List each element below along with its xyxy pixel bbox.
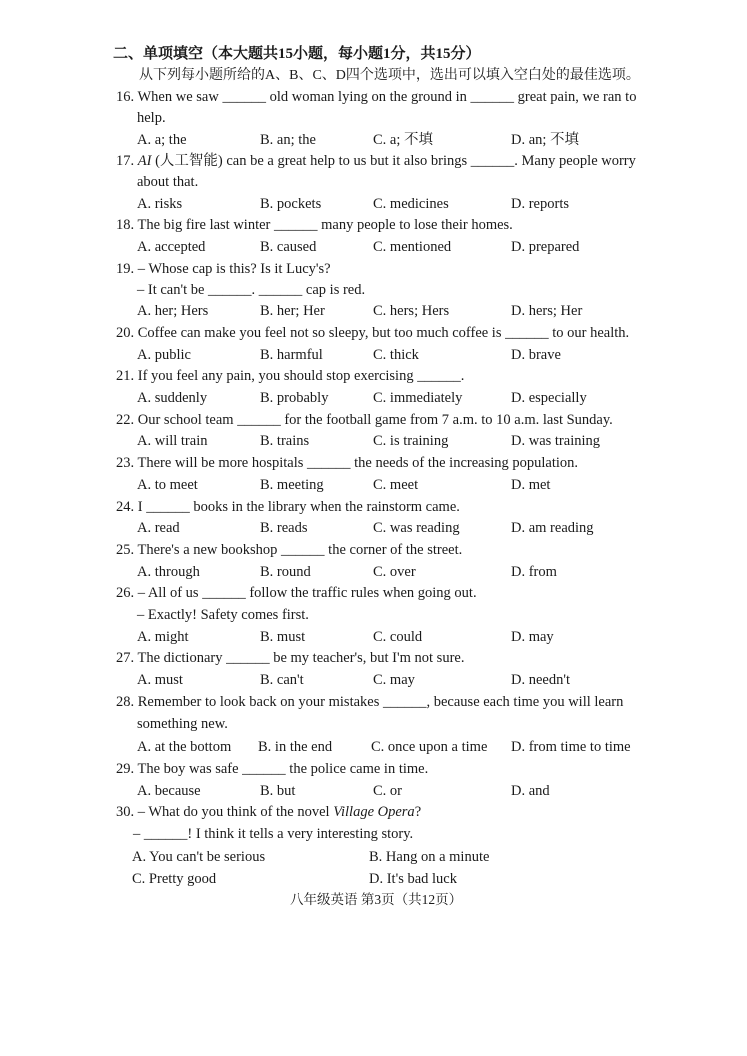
option-c[interactable]: C. a; 不填 (373, 132, 434, 148)
question-20 (116, 323, 629, 343)
question-number: 19. (116, 261, 135, 277)
section-instruction: 从下列每小题所给的A、B、C、D四个选项中，选出可以填入空白处的最佳选项。 (139, 68, 640, 83)
question-17 (116, 151, 636, 171)
option-a[interactable]: A. You can't be serious (132, 849, 266, 865)
page-footer: 八年级英语 第3页（共12页） (290, 892, 463, 907)
question-number: 23. (116, 455, 135, 471)
question-19-continuation: – It can't be ______. ______ cap is red. (137, 282, 366, 298)
option-a[interactable]: A. must (137, 672, 183, 688)
question-text: The big fire last winter ______ many people to lose their homes. (137, 217, 513, 233)
question-number: 16. (116, 89, 135, 105)
question-26 (116, 583, 477, 603)
option-a[interactable]: A. will train (137, 433, 208, 449)
option-c[interactable]: C. over (373, 564, 416, 580)
option-c[interactable]: C. once upon a time (371, 739, 488, 755)
question-28 (116, 692, 623, 712)
question-27 (116, 648, 464, 668)
option-c[interactable]: C. mentioned (373, 239, 452, 255)
option-d[interactable]: D. needn't (511, 672, 570, 688)
option-c[interactable]: C. hers; Hers (373, 303, 450, 319)
question-number: 20. (116, 325, 135, 341)
section-title: 二、单项填空（本大题共15小题，每小题1分，共15分） (113, 46, 481, 62)
option-d[interactable]: D. and (511, 783, 550, 799)
option-c[interactable]: C. or (373, 783, 402, 799)
option-d[interactable]: D. from time to time (511, 739, 631, 755)
option-b[interactable]: B. harmful (260, 347, 323, 363)
option-b[interactable]: B. an; the (260, 132, 316, 148)
option-c[interactable]: C. Pretty good (132, 871, 217, 887)
option-a[interactable]: A. risks (137, 196, 183, 212)
option-a[interactable]: A. because (137, 783, 201, 799)
question-23 (116, 453, 578, 473)
option-b[interactable]: B. pockets (260, 196, 322, 212)
question-text: Our school team ______ for the football game from 7 a.m. to 10 a.m. last Sunday. (137, 412, 613, 428)
option-d[interactable]: D. an; 不填 (511, 132, 580, 148)
question-text: Remember to look back on your mistakes ______, because each time you will learn (137, 694, 624, 710)
option-b[interactable]: B. reads (260, 520, 308, 536)
question-17-continuation: about that. (137, 174, 199, 190)
option-b[interactable]: B. meeting (260, 477, 324, 493)
question-30 (116, 802, 421, 822)
option-c[interactable]: C. meet (373, 477, 419, 493)
option-d[interactable]: D. may (511, 629, 554, 645)
option-b[interactable]: B. in the end (258, 739, 333, 755)
option-b[interactable]: B. caused (260, 239, 317, 255)
question-16 (116, 87, 636, 107)
question-text: When we saw ______ old woman lying on the ground in ______ great pain, we ran to (137, 89, 637, 105)
option-c[interactable]: C. medicines (373, 196, 449, 212)
option-b[interactable]: B. but (260, 783, 296, 799)
option-d[interactable]: D. am reading (511, 520, 594, 536)
question-28-continuation: something new. (137, 716, 228, 732)
question-26-continuation: – Exactly! Safety comes first. (137, 607, 309, 623)
option-a[interactable]: A. a; the (137, 132, 187, 148)
option-d[interactable]: D. was training (511, 433, 600, 449)
question-text: (人工智能) can be a great help to us but it also brings ______. Many people worry (151, 153, 636, 169)
option-d[interactable]: D. especially (511, 390, 587, 406)
question-text: – Whose cap is this? Is it Lucy's? (137, 261, 331, 277)
question-22 (116, 410, 613, 430)
option-b[interactable]: B. trains (260, 433, 310, 449)
option-d[interactable]: D. It's bad luck (369, 871, 457, 887)
option-b[interactable]: B. must (260, 629, 306, 645)
question-25 (116, 540, 462, 560)
option-a[interactable]: A. suddenly (137, 390, 208, 406)
question-number: 28. (116, 694, 135, 710)
question-number: 29. (116, 761, 135, 777)
option-b[interactable]: B. round (260, 564, 311, 580)
question-number: 27. (116, 650, 135, 666)
question-number: 21. (116, 368, 135, 384)
question-text-ai: AI (137, 153, 152, 169)
option-a[interactable]: A. her; Hers (137, 303, 209, 319)
option-c[interactable]: C. could (373, 629, 423, 645)
question-text: I ______ books in the library when the rainstorm came. (137, 499, 460, 515)
novel-title: Village Opera (333, 804, 415, 820)
question-text: – All of us ______ follow the traffic rules when going out. (137, 585, 477, 601)
question-29 (116, 759, 428, 779)
option-c[interactable]: C. may (373, 672, 415, 688)
question-text: The boy was safe ______ the police came in time. (137, 761, 429, 777)
question-21 (116, 366, 464, 386)
question-text: The dictionary ______ be my teacher's, but I'm not sure. (137, 650, 465, 666)
option-d[interactable]: D. reports (511, 196, 569, 212)
option-a[interactable]: A. might (137, 629, 189, 645)
option-d[interactable]: D. hers; Her (511, 303, 583, 319)
option-c[interactable]: C. immediately (373, 390, 463, 406)
option-d[interactable]: D. met (511, 477, 551, 493)
question-16-continuation: help. (137, 110, 166, 126)
question-30-continuation: – ______! I think it tells a very interesting story. (133, 826, 414, 842)
option-b[interactable]: B. probably (260, 390, 329, 406)
question-19 (116, 259, 331, 279)
option-a[interactable]: A. accepted (137, 239, 206, 255)
question-text: If you feel any pain, you should stop exercising ______. (137, 368, 465, 384)
option-d[interactable]: D. from (511, 564, 557, 580)
option-b[interactable]: B. Hang on a minute (369, 849, 490, 865)
question-text-end: ? (414, 804, 422, 820)
question-text: There's a new bookshop ______ the corner of the street. (137, 542, 463, 558)
question-24 (116, 497, 460, 517)
option-b[interactable]: B. her; Her (260, 303, 325, 319)
question-18 (116, 215, 513, 235)
question-number: 30. (116, 804, 135, 820)
option-c[interactable]: C. is training (373, 433, 449, 449)
option-c[interactable]: C. was reading (373, 520, 460, 536)
question-number: 26. (116, 585, 135, 601)
question-number: 25. (116, 542, 135, 558)
question-number: 18. (116, 217, 135, 233)
question-number: 22. (116, 412, 135, 428)
option-d[interactable]: D. brave (511, 347, 561, 363)
question-text: Coffee can make you feel not so sleepy, but too much coffee is ______ to our health. (137, 325, 630, 341)
question-text: – What do you think of the novel (137, 804, 334, 820)
option-c[interactable]: C. thick (373, 347, 419, 363)
option-d[interactable]: D. prepared (511, 239, 580, 255)
option-b[interactable]: B. can't (260, 672, 304, 688)
option-a[interactable]: A. at the bottom (137, 739, 232, 755)
option-a[interactable]: A. to meet (137, 477, 198, 493)
option-a[interactable]: A. public (137, 347, 191, 363)
question-text: There will be more hospitals ______ the needs of the increasing population. (137, 455, 579, 471)
option-a[interactable]: A. through (137, 564, 200, 580)
question-number: 17. (116, 153, 135, 169)
option-a[interactable]: A. read (137, 520, 180, 536)
question-number: 24. (116, 499, 135, 515)
